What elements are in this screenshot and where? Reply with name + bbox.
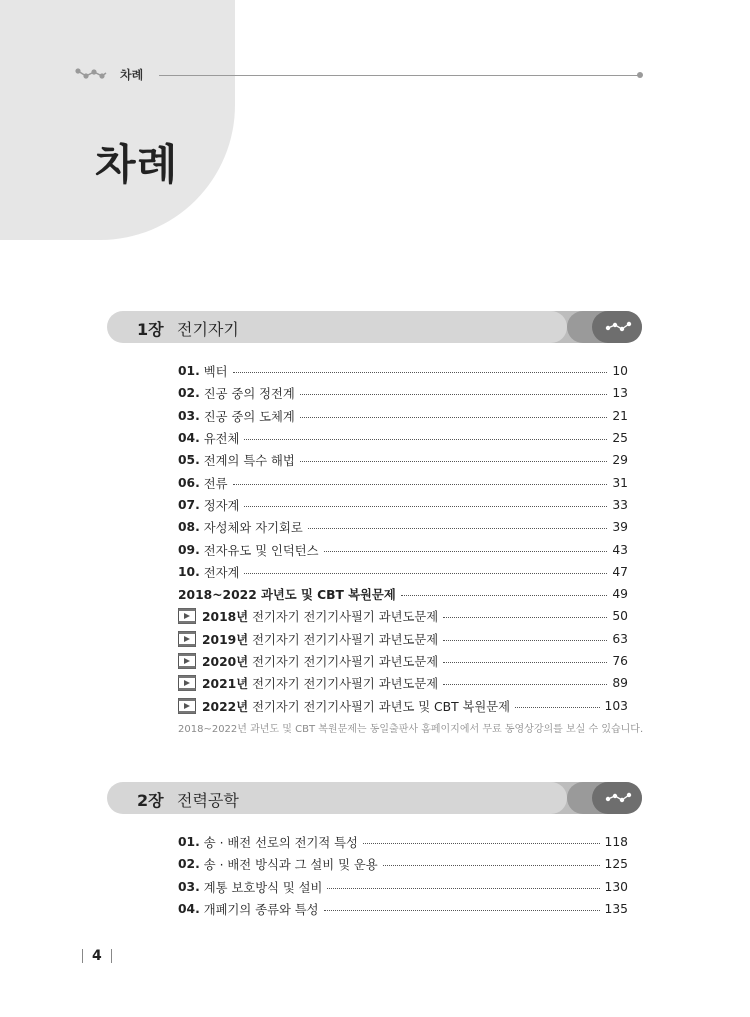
toc-entry[interactable]: 04. 유전체 25 xyxy=(178,431,628,447)
header-rule-dot xyxy=(637,72,643,78)
page-number: 50 xyxy=(612,609,628,624)
page-number: 10 xyxy=(612,364,628,379)
toc-entry[interactable]: 10. 전자계 47 xyxy=(178,564,628,580)
dot-leader xyxy=(443,616,607,618)
page-number: 89 xyxy=(612,676,628,691)
video-lecture-icon xyxy=(178,653,196,669)
toc-entry[interactable]: 01. 송 · 배전 선로의 전기적 특성 118 xyxy=(178,835,628,851)
dot-leader xyxy=(324,550,607,552)
dot-leader xyxy=(244,438,607,440)
toc-entry[interactable]: 05. 전계의 특수 해법 29 xyxy=(178,453,628,469)
wave-dots-icon xyxy=(605,792,633,804)
toc-entry[interactable]: 06. 전류 31 xyxy=(178,475,628,491)
dot-leader xyxy=(324,909,600,911)
toc-entry-exam[interactable]: 2018년 전기자기 전기기사필기 과년도문제 50 xyxy=(178,605,628,627)
video-lecture-icon xyxy=(178,698,196,714)
page-number: 21 xyxy=(612,408,628,423)
dot-leader xyxy=(300,460,607,462)
page-number: 43 xyxy=(612,542,628,557)
toc-entry[interactable]: 03. 진공 중의 도체계 21 xyxy=(178,408,628,424)
page-number: 118 xyxy=(604,835,628,850)
toc-entry[interactable]: 08. 자성체와 자기회로 39 xyxy=(178,520,628,536)
toc-entry[interactable]: 07. 정자계 33 xyxy=(178,497,628,513)
dot-leader xyxy=(515,706,600,708)
toc-entry-exam[interactable]: 2020년 전기자기 전기기사필기 과년도문제 76 xyxy=(178,650,628,672)
toc-entry-exam-section[interactable]: 2018~2022 과년도 및 CBT 복원문제 49 xyxy=(178,587,628,603)
page-number: 31 xyxy=(612,475,628,490)
dot-leader xyxy=(300,393,607,395)
toc-entry-exam[interactable]: 2021년 전기자기 전기기사필기 과년도문제 89 xyxy=(178,672,628,694)
page-number: 25 xyxy=(612,431,628,446)
header-rule xyxy=(159,75,639,76)
dot-leader xyxy=(443,683,607,685)
chapter-number: 1장 xyxy=(137,320,164,339)
video-lecture-icon xyxy=(178,631,196,647)
page-number: 13 xyxy=(612,386,628,401)
page-number: 29 xyxy=(612,453,628,468)
toc-entry[interactable]: 09. 전자유도 및 인덕턴스 43 xyxy=(178,542,628,558)
toc-entry[interactable]: 02. 진공 중의 정전계 13 xyxy=(178,386,628,402)
wave-dots-icon xyxy=(75,68,109,80)
chapter-1-toc xyxy=(178,360,644,739)
page-number: 47 xyxy=(612,564,628,579)
corner-decoration xyxy=(0,0,235,240)
page-number: 33 xyxy=(612,497,628,512)
dot-leader xyxy=(244,505,607,507)
page-folio xyxy=(82,948,112,964)
toc-entry-exam[interactable]: 2022년 전기자기 전기기사필기 과년도 및 CBT 복원문제 103 xyxy=(178,694,628,716)
toc-entry[interactable]: 04. 개폐기의 종류와 특성 135 xyxy=(178,902,628,918)
page-number: 130 xyxy=(604,879,628,894)
chapter-title: 전력공학 xyxy=(177,791,239,810)
header-label: 차례 xyxy=(120,68,144,82)
video-lecture-note: 2018~2022년 과년도 및 CBT 복원문제는 동일출판사 홈페이지에서 무료 동영상강의를 보실 수 있습니다. xyxy=(178,724,644,736)
dot-leader xyxy=(244,572,607,574)
page-number: 76 xyxy=(612,654,628,668)
page-number: 4 xyxy=(92,948,102,964)
dot-leader xyxy=(327,887,599,889)
dot-leader xyxy=(401,594,607,596)
page-number: 39 xyxy=(612,520,628,535)
toc-entry-exam[interactable]: 2019년 전기자기 전기기사필기 과년도문제 63 xyxy=(178,628,628,650)
page-number: 49 xyxy=(612,587,628,602)
page-number: 125 xyxy=(604,857,628,872)
chapter-2-band xyxy=(107,782,642,814)
dot-leader xyxy=(300,416,607,418)
dot-leader xyxy=(363,842,600,844)
page-number: 135 xyxy=(604,902,628,917)
page-number: 63 xyxy=(612,631,628,646)
toc-entry[interactable]: 02. 송 · 배전 방식과 그 설비 및 운용 125 xyxy=(178,857,628,873)
chapter-number: 2장 xyxy=(137,791,164,810)
video-lecture-icon xyxy=(178,608,196,624)
dot-leader xyxy=(443,639,607,641)
chapter-1-band xyxy=(107,311,642,343)
dot-leader xyxy=(308,527,607,529)
wave-dots-icon xyxy=(605,321,633,333)
dot-leader xyxy=(233,371,607,373)
dot-leader xyxy=(383,864,600,866)
page-number: 103 xyxy=(604,698,628,713)
toc-entry[interactable]: 03. 계통 보호방식 및 설비 130 xyxy=(178,879,628,895)
toc-entry[interactable]: 01. 벡터 10 xyxy=(178,364,628,380)
dot-leader xyxy=(233,483,607,485)
video-lecture-icon xyxy=(178,675,196,691)
dot-leader xyxy=(443,661,607,663)
running-header xyxy=(75,64,645,88)
chapter-2-toc xyxy=(178,831,628,920)
chapter-title: 전기자기 xyxy=(177,320,239,339)
page-title: 차례 xyxy=(95,140,179,189)
